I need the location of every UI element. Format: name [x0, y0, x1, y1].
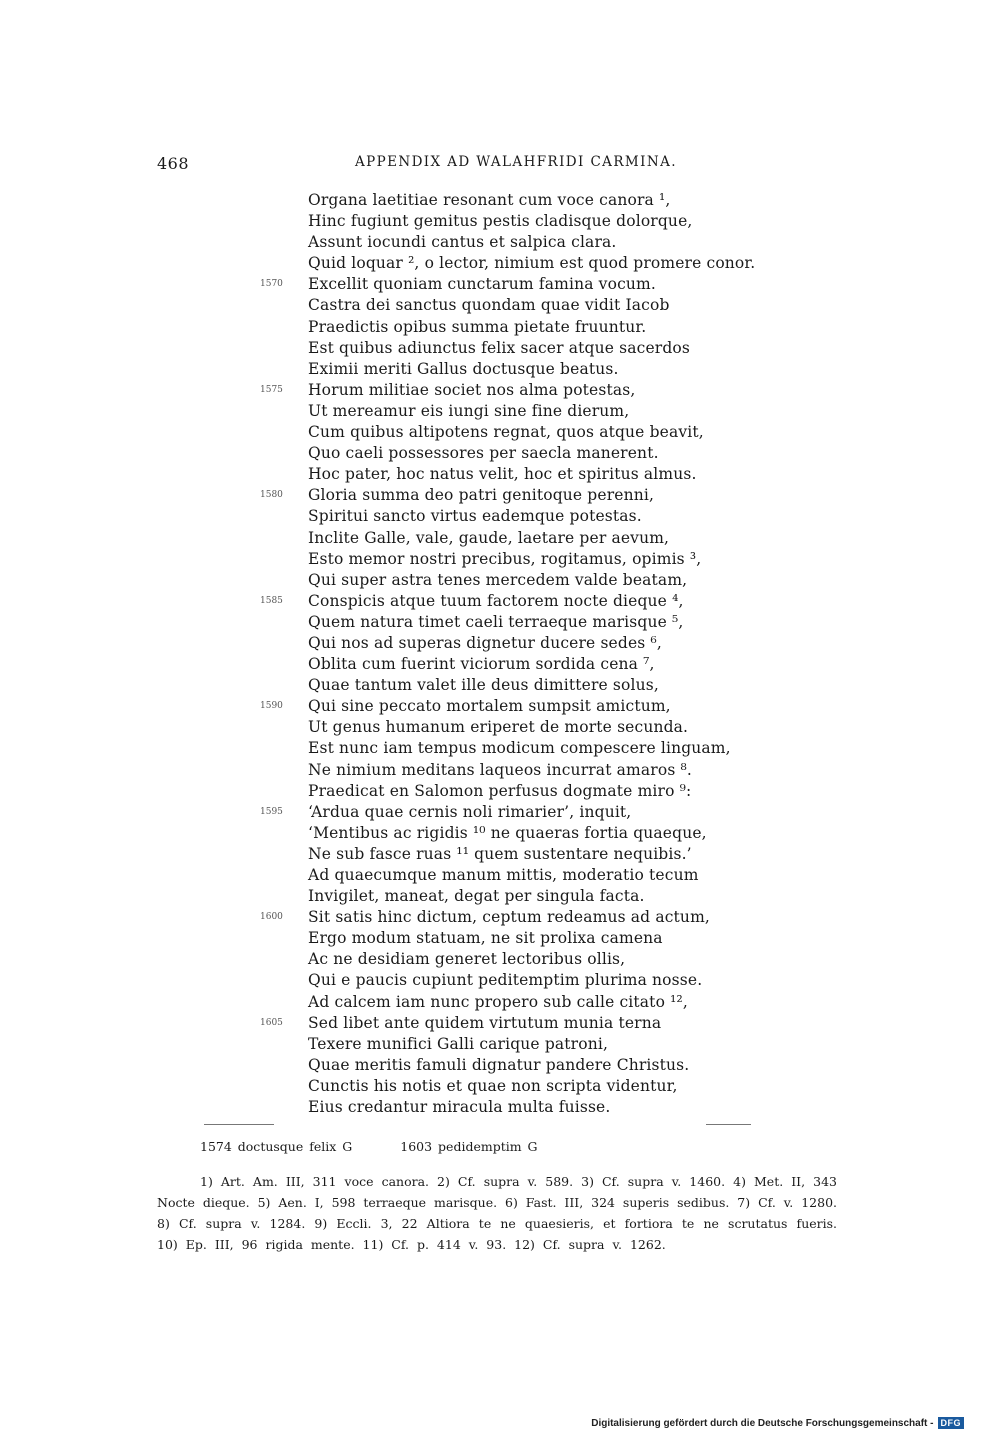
verse-line: [308, 654, 778, 675]
verse-text: Excellit quoniam cunctarum famina vocum.: [308, 275, 656, 294]
verse-line: [308, 717, 778, 738]
line-number: 1605: [260, 1017, 283, 1028]
verse-line: [308, 992, 778, 1013]
verse-text: Oblita cum fuerint viciorum sordida cena ⁷,: [308, 655, 655, 674]
apparatus-rule-left: [204, 1124, 274, 1125]
poem-text: [260, 190, 778, 1118]
verse-line: [308, 443, 778, 464]
line-number: 1595: [260, 806, 283, 817]
verse-text: Assunt iocundi cantus et salpica clara.: [308, 233, 617, 252]
verse-line: [308, 781, 778, 802]
verse-text: Conspicis atque tuum factorem nocte dieque ⁴,: [308, 591, 684, 610]
credit-text: Digitalisierung gefördert durch die Deutsche Forschungsgemeinschaft -: [591, 1417, 934, 1429]
verse-text: Est quibus adiunctus felix sacer atque sacerdos: [308, 338, 691, 357]
apparatus-entry: 1574 doctusque felix G: [200, 1139, 353, 1154]
verse-text: Esto memor nostri precibus, rogitamus, opimis ³,: [308, 549, 702, 568]
verse-line: [260, 907, 778, 928]
verse-text: Gloria summa deo patri genitoque perenni,: [308, 486, 655, 505]
verse-text: Horum militiae societ nos alma potestas,: [308, 380, 636, 399]
page-number: 468: [157, 154, 190, 173]
verse-line: [308, 464, 778, 485]
verse-line: [308, 317, 778, 338]
verse-line: [308, 760, 778, 781]
verse-line: [308, 570, 778, 591]
line-number: 1580: [260, 490, 283, 501]
verse-text: Invigilet, maneat, degat per singula facta.: [308, 887, 645, 906]
verse-line: [308, 506, 778, 527]
line-number: 1575: [260, 384, 283, 395]
verse-text: Ne sub fasce ruas ¹¹ quem sustentare nequibis.’: [308, 844, 692, 863]
line-number: 1570: [260, 279, 283, 290]
verse-text: ‘Ardua quae cernis noli rimarier’, inquit,: [308, 802, 632, 821]
verse-text: Ut mereamur eis iungi sine fine dierum,: [308, 401, 630, 420]
verse-line: [308, 738, 778, 759]
verse-line: [308, 633, 778, 654]
apparatus-rule-right: [706, 1124, 751, 1125]
verse-text: Quae tantum valet ille deus dimittere solus,: [308, 676, 659, 695]
running-title: APPENDIX AD WALAHFRIDI CARMINA.: [355, 154, 677, 170]
line-number: 1590: [260, 701, 283, 712]
verse-line: [308, 401, 778, 422]
verse-text: ‘Mentibus ac rigidis ¹⁰ ne quaeras fortia quaeque,: [308, 823, 707, 842]
verse-line: [260, 380, 778, 401]
verse-text: Quae meritis famuli dignatur pandere Christus.: [308, 1055, 690, 1074]
verse-text: Qui super astra tenes mercedem valde beatam,: [308, 570, 688, 589]
verse-line: [308, 844, 778, 865]
line-number: 1585: [260, 595, 283, 606]
verse-text: Sed libet ante quidem virtutum munia terna: [308, 1013, 662, 1032]
verse-text: Qui nos ad superas dignetur ducere sedes ⁶,: [308, 633, 662, 652]
verse-line: [308, 211, 778, 232]
verse-text: Inclite Galle, vale, gaude, laetare per aevum,: [308, 528, 670, 547]
verse-line: [260, 802, 778, 823]
apparatus-entry: 1603 pedidemptim G: [400, 1139, 538, 1154]
verse-line: [308, 886, 778, 907]
line-number: 1600: [260, 912, 283, 923]
verse-line: [260, 485, 778, 506]
footnote-line: 8) Cf. supra v. 1284. 9) Eccli. 3, 22 Altiora te ne quaesieris, et fortiora te ne scrutatus fueris.: [157, 1216, 837, 1231]
footnote-line: 1) Art. Am. III, 311 voce canora. 2) Cf. supra v. 589. 3) Cf. supra v. 1460. 4) Met. II, 343: [200, 1174, 837, 1189]
verse-text: Qui e paucis cupiunt peditemptim plurima nosse.: [308, 971, 703, 990]
verse-text: Quem natura timet caeli terraeque marisque ⁵,: [308, 612, 684, 631]
verse-text: Spiritui sancto virtus eademque potestas.: [308, 507, 642, 526]
verse-text: Praedicat en Salomon perfusus dogmate miro ⁹:: [308, 781, 692, 800]
verse-line: [308, 232, 778, 253]
verse-line: [308, 1097, 778, 1118]
verse-text: Castra dei sanctus quondam quae vidit Iacob: [308, 296, 670, 315]
verse-line: [308, 190, 778, 211]
verse-line: [260, 1013, 778, 1034]
verse-text: Quid loquar ², o lector, nimium est quod promere conor.: [308, 254, 756, 273]
digitization-credit: [591, 1417, 964, 1429]
verse-line: [308, 1034, 778, 1055]
verse-line: [308, 295, 778, 316]
verse-line: [260, 591, 778, 612]
verse-line: [308, 549, 778, 570]
verse-text: Hoc pater, hoc natus velit, hoc et spiritus almus.: [308, 465, 697, 484]
verse-line: [308, 612, 778, 633]
verse-line: [308, 359, 778, 380]
verse-text: Est nunc iam tempus modicum compescere linguam,: [308, 739, 731, 758]
verse-text: Cum quibus altipotens regnat, quos atque beavit,: [308, 423, 704, 442]
verse-line: [308, 970, 778, 991]
verse-text: Quo caeli possessores per saecla manerent.: [308, 444, 659, 463]
verse-text: Ad quaecumque manum mittis, moderatio tecum: [308, 866, 699, 884]
verse-text: Ne nimium meditans laqueos incurrat amaros ⁸.: [308, 760, 692, 779]
verse-line: [308, 1055, 778, 1076]
verse-line: [260, 274, 778, 295]
verse-text: Ut genus humanum eriperet de morte secunda.: [308, 718, 689, 737]
verse-line: [308, 422, 778, 443]
footnote-line: Nocte dieque. 5) Aen. I, 598 terraeque marisque. 6) Fast. III, 324 superis sedibus. 7) Cf. v. 1280.: [157, 1195, 837, 1210]
footnotes: [157, 1171, 837, 1255]
verse-text: Praedictis opibus summa pietate fruuntur.: [308, 317, 647, 336]
verse-text: Qui sine peccato mortalem sumpsit amictum,: [308, 697, 671, 716]
verse-text: Eius credantur miracula multa fuisse.: [308, 1098, 611, 1117]
dfg-logo: DFG: [938, 1417, 965, 1429]
verse-text: Ergo modum statuam, ne sit prolixa camena: [308, 929, 663, 948]
verse-text: Texere munifici Galli carique patroni,: [308, 1034, 609, 1053]
critical-apparatus: [200, 1139, 538, 1154]
verse-line: [308, 253, 778, 274]
verse-line: [260, 696, 778, 717]
verse-line: [308, 1076, 778, 1097]
verse-line: [308, 823, 778, 844]
verse-text: Organa laetitiae resonant cum voce canora ¹,: [308, 191, 671, 209]
verse-line: [308, 675, 778, 696]
verse-line: [308, 865, 778, 886]
verse-line: [308, 949, 778, 970]
verse-text: Ac ne desidiam generet lectoribus ollis,: [308, 950, 626, 969]
verse-line: [308, 528, 778, 549]
verse-text: Ad calcem iam nunc propero sub calle citato ¹²,: [308, 992, 688, 1011]
verse-line: [308, 928, 778, 949]
verse-text: Cunctis his notis et quae non scripta videntur,: [308, 1076, 678, 1095]
verse-text: Sit satis hinc dictum, ceptum redeamus ad actum,: [308, 908, 710, 927]
verse-text: Hinc fugiunt gemitus pestis cladisque dolorque,: [308, 212, 693, 231]
footnote-line: 10) Ep. III, 96 rigida mente. 11) Cf. p. 414 v. 93. 12) Cf. supra v. 1262.: [157, 1237, 666, 1252]
verse-text: Eximii meriti Gallus doctusque beatus.: [308, 359, 619, 378]
verse-line: [308, 338, 778, 359]
